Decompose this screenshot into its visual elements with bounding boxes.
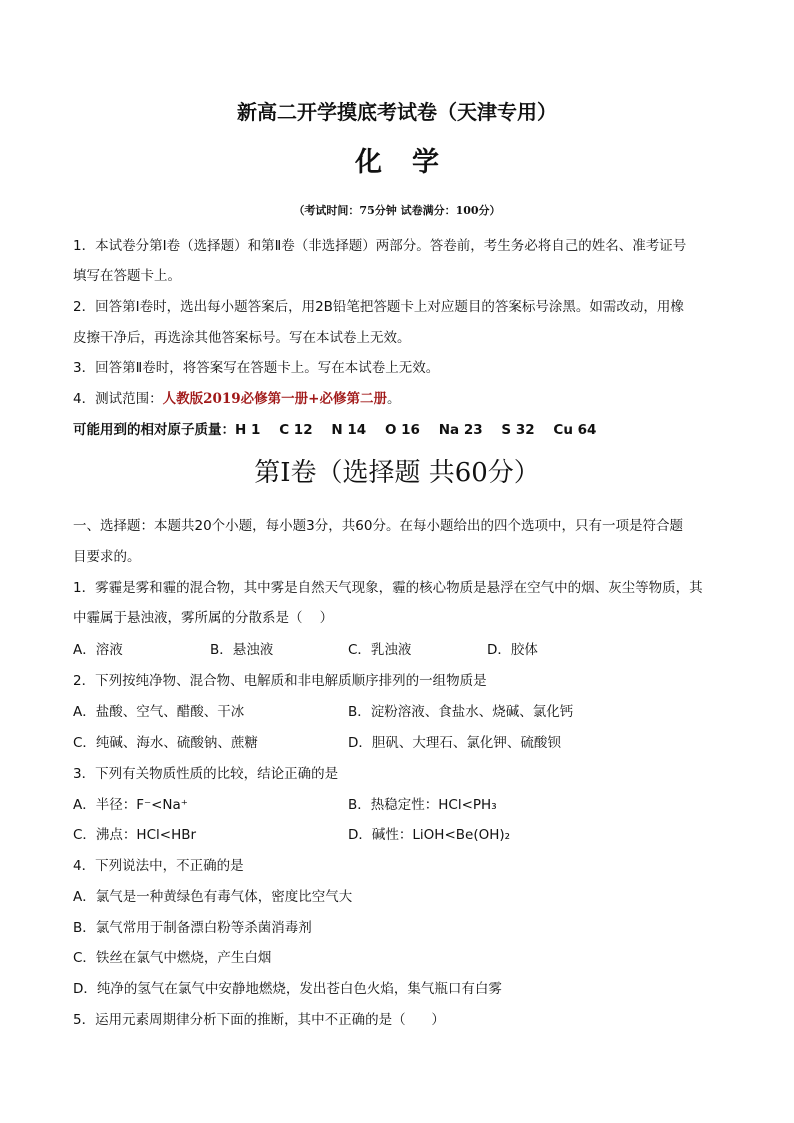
subject-title: 化学	[355, 147, 469, 178]
question-3-option-d: D．碱性：LiOH<Be(OH)₂	[348, 827, 511, 843]
question-2-option-c: C．纯碱、海水、硫酸钠、蔗糖	[73, 735, 258, 751]
section-intro-line1: 一、选择题：本题共20个小题，每小题3分，共60分。在每小题给出的四个选项中，只有一项是符合题	[73, 518, 683, 534]
question-4-option-c: C．铁丝在氯气中燃烧，产生白烟	[73, 950, 272, 966]
question-1-option-b: B．悬浊液	[210, 642, 274, 658]
question-1-stem-line2: 中霾属于悬浊液，雾所属的分散系是（ ）	[73, 610, 334, 626]
instruction-4-prefix: 4．测试范围：	[73, 391, 163, 407]
section-title: 第Ⅰ卷（选择题 共60分）	[254, 458, 540, 488]
test-scope: 人教版2019必修第一册+必修第二册	[162, 391, 387, 407]
instruction-3: 3．回答第Ⅱ卷时，将答案写在答题卡上。写在本试卷上无效。	[73, 360, 440, 376]
question-3-option-b: B．热稳定性：HCl<PH₃	[348, 797, 497, 813]
question-4-option-a: A．氯气是一种黄绿色有毒气体，密度比空气大	[73, 889, 353, 905]
question-2-stem: 2．下列按纯净物、混合物、电解质和非电解质顺序排列的一组物质是	[73, 673, 487, 689]
exam-title: 新高二开学摸底考试卷（天津专用）	[237, 100, 557, 124]
instruction-4	[73, 387, 400, 407]
exam-info: （考试时间：75分钟 试卷满分：100分）	[293, 204, 501, 217]
section-intro-line2: 目要求的。	[73, 549, 141, 565]
question-1-option-c: C．乳浊液	[348, 642, 412, 658]
question-5-stem: 5．运用元素周期律分析下面的推断，其中不正确的是（ ）	[73, 1012, 445, 1028]
question-2-option-d: D．胆矾、大理石、氯化钾、硫酸钡	[348, 735, 561, 751]
question-3-option-a: A．半径：F⁻<Na⁺	[73, 797, 188, 813]
question-1-option-a: A．溶液	[73, 642, 123, 658]
instruction-2-line2: 皮擦干净后，再选涂其他答案标号。写在本试卷上无效。	[73, 330, 411, 346]
question-1-stem-line1: 1．雾霾是雾和霾的混合物，其中雾是自然天气现象，霾的核心物质是悬浮在空气中的烟、灰尘等物质，其	[73, 580, 703, 596]
question-4-option-b: B．氯气常用于制备漂白粉等杀菌消毒剂	[73, 920, 312, 936]
question-4-stem: 4．下列说法中，不正确的是	[73, 858, 244, 874]
question-4-option-d: D．纯净的氢气在氯气中安静地燃烧，发出苍白色火焰，集气瓶口有白雾	[73, 981, 502, 997]
atomic-masses: 可能用到的相对原子质量：H 1 C 12 N 14 O 16 Na 23 S 32 Cu 64	[73, 422, 597, 438]
question-3-stem: 3．下列有关物质性质的比较，结论正确的是	[73, 766, 339, 782]
question-2-option-b: B．淀粉溶液、食盐水、烧碱、氯化钙	[348, 704, 574, 720]
instruction-1-line1: 1．本试卷分第Ⅰ卷（选择题）和第Ⅱ卷（非选择题）两部分。答卷前，考生务必将自己的姓名、准考证号	[73, 238, 687, 254]
question-2-option-a: A．盐酸、空气、醋酸、干冰	[73, 704, 245, 720]
instruction-4-suffix: 。	[386, 391, 401, 407]
question-3-option-c: C．沸点：HCl<HBr	[73, 827, 197, 843]
instruction-2-line1: 2．回答第Ⅰ卷时，选出每小题答案后，用2B铅笔把答题卡上对应题目的答案标号涂黑。如需改动，用橡	[73, 299, 684, 315]
instruction-1-line2: 填写在答题卡上。	[73, 268, 181, 284]
question-1-option-d: D．胶体	[487, 642, 538, 658]
